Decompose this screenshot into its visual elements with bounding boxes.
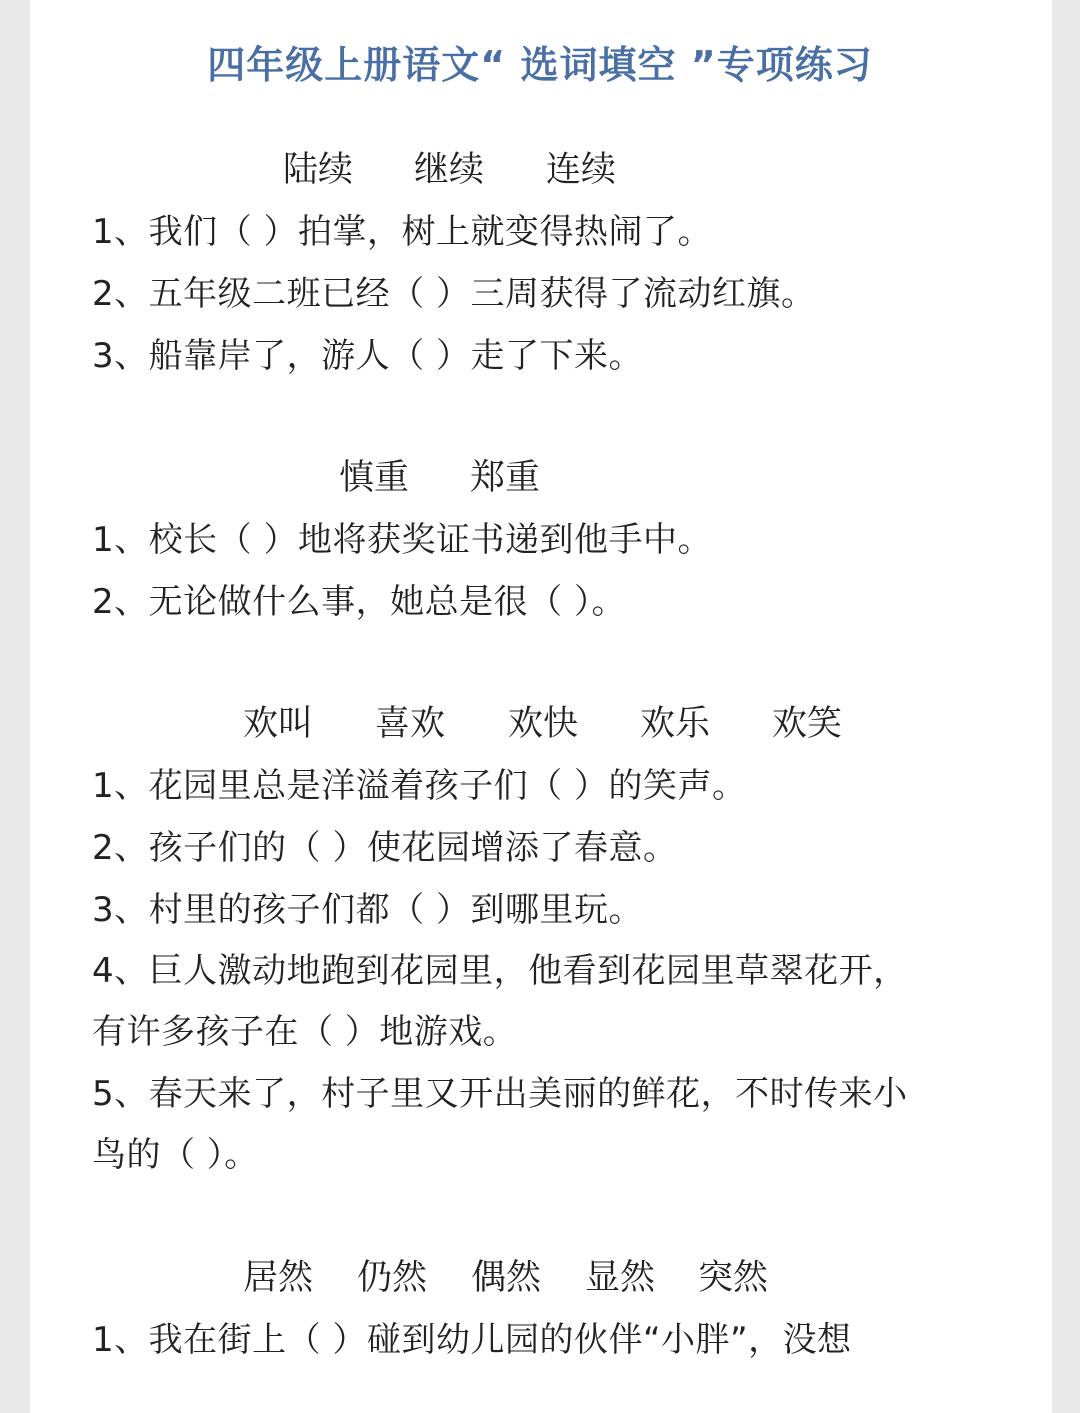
question-line: 2、五年级二班已经（ ）三周获得了流动红旗。: [92, 274, 816, 314]
word-option: 欢乐: [640, 704, 711, 744]
word-option: 连续: [546, 150, 617, 190]
question-line: 1、校长（ ）地将获奖证书递到他手中。: [92, 520, 712, 560]
word-option: 欢叫: [243, 704, 314, 744]
question-line: 1、我们（ ）拍掌，树上就变得热闹了。: [92, 212, 712, 252]
word-bank-3: [0, 696, 1080, 744]
word-option: 郑重: [470, 458, 541, 498]
word-option: 偶然: [471, 1258, 542, 1298]
word-option: 居然: [243, 1258, 314, 1298]
word-option: 仍然: [357, 1258, 428, 1298]
word-option: 突然: [698, 1258, 769, 1298]
question-line: 3、村里的孩子们都（ ）到哪里玩。: [92, 890, 643, 930]
word-option: 喜欢: [375, 704, 446, 744]
question-line: 1、花园里总是洋溢着孩子们（ ）的笑声。: [92, 766, 747, 806]
word-bank-2: [0, 450, 1080, 498]
question-line-continued: 鸟的（ ）。: [92, 1135, 259, 1175]
question-line-continued: 有许多孩子在（ ）地游戏。: [92, 1012, 518, 1052]
question-line: 1、我在街上（ ）碰到幼儿园的伙伴“小胖”，没想: [92, 1320, 852, 1360]
word-option: 陆续: [283, 150, 354, 190]
question-line: 2、无论做什么事，她总是很（ ）。: [92, 582, 626, 622]
page-title: 四年级上册语文“ 选词填空 ”专项练习: [207, 43, 873, 87]
question-line: 3、船靠岸了，游人（ ）走了下来。: [92, 336, 643, 376]
question-line: 5、春天来了，村子里又开出美丽的鲜花，不时传来小: [92, 1074, 908, 1114]
word-option: 继续: [414, 150, 485, 190]
word-option: 欢笑: [772, 704, 843, 744]
word-option: 慎重: [339, 458, 410, 498]
question-line: 4、巨人激动地跑到花园里，他看到花园里草翠花开，: [92, 951, 908, 991]
word-bank-4: [0, 1250, 1080, 1298]
word-option: 显然: [585, 1258, 656, 1298]
word-bank-1: [0, 142, 1080, 190]
word-option: 欢快: [508, 704, 579, 744]
question-line: 2、孩子们的（ ）使花园增添了春意。: [92, 828, 678, 868]
